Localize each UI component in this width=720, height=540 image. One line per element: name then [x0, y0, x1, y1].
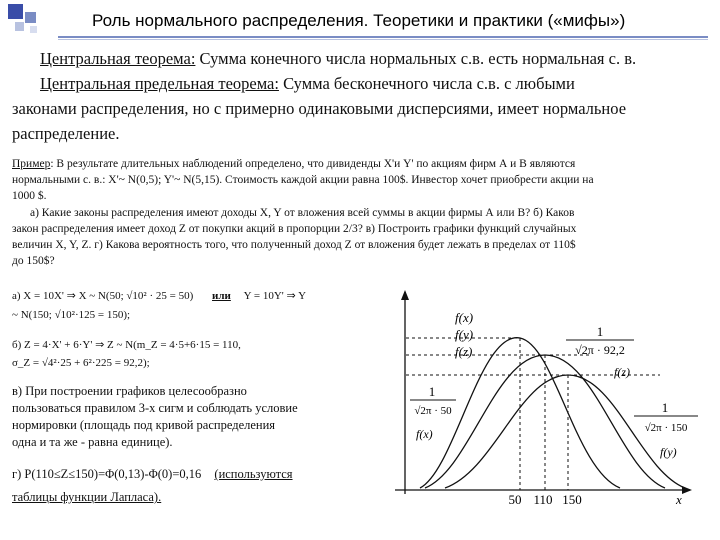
limit-theorem-line2: законами распределения, но с примерно одинаковыми дисперсиями, имеет нормальное — [12, 99, 627, 118]
solution-b-line2: σ_Z = √4²·25 + 6²·225 = 92,2); — [12, 357, 150, 369]
z-peak-one: 1 — [596, 324, 604, 339]
example-line1: Пример: В результате длительных наблюдений определено, что дивиденды X'и Y' по акциям фирм А и В являются — [12, 158, 576, 170]
example-line3: 1000 $. — [12, 190, 47, 202]
example-line2: нормальными с. в.: X'~ N(0,5); Y'~ N(5,15). Стоимость каждой акции равна 100$. Инвестор хочет приобрести акции на — [12, 174, 594, 186]
label-fy-axis: f(y) — [455, 327, 474, 342]
x-axis-label: x — [676, 492, 682, 507]
x-peak-one: 1 — [428, 384, 436, 399]
label-curve-fz: f(z) — [614, 365, 630, 379]
example-line5: закон распределения имеет доход Z от покупки акций в пропорции 2/3? в) Построить графики функций случайных — [12, 223, 577, 235]
example-line6: величин X, Y, Z. г) Какова вероятность того, что полученный доход Z от вложения будет лежать в пределах от 110$ — [12, 239, 576, 251]
label-curve-fx: f(x) — [416, 427, 433, 441]
central-theorem-text: Сумма конечного числа нормальных с.в. есть нормальная с. в. — [195, 49, 637, 68]
tick-110: 110 — [533, 492, 553, 507]
limit-theorem-line3: распределение. — [12, 124, 120, 143]
slide-title: Роль нормального распределения. Теоретики и практики («мифы») — [92, 11, 626, 30]
limit-theorem-text: Сумма бесконечного числа с.в. с любыми — [278, 74, 575, 93]
label-fz-axis: f(z) — [455, 344, 473, 359]
example-line4: а) Какие законы распределения имеют доходы X, Y от вложения всей суммы в акции фирмы А или В? б) Каков — [30, 207, 575, 219]
y-axis-arrow — [401, 290, 409, 300]
x-peak-denominator: √2π · 50 — [414, 405, 452, 417]
solution-a-line1: а) X = 10X' ⇒ X ~ N(50; √10² · 25 = 50) или Y = 10Y' ⇒ Y — [12, 290, 307, 302]
label-fx-axis: f(x) — [455, 310, 474, 325]
solution-c-line4: одна и та же - равна единице). — [12, 435, 173, 449]
solution-d-line1: г) P(110≤Z≤150)=Φ(0,13)-Φ(0)=0,16 (используются — [12, 467, 293, 481]
example-label: Пример — [12, 158, 51, 170]
y-peak-one: 1 — [661, 400, 669, 415]
tick-150: 150 — [562, 492, 582, 507]
solution-c-line1: в) При построении графиков целесообразно — [12, 384, 247, 398]
limit-theorem-label: Центральная предельная теорема: — [40, 74, 279, 93]
central-theorem-label: Центральная теорема: — [40, 49, 196, 68]
solution-c-line2: пользоваться правилом 3-х сигм и соблюдать условие — [12, 401, 298, 415]
solution-b-line1: б) Z = 4·X' + 6·Y' ⇒ Z ~ N(m_Z = 4·5+6·15 = 110, — [12, 339, 241, 351]
tick-50: 50 — [508, 492, 522, 507]
solution-d-line2: таблицы функции Лапласа). — [12, 490, 162, 504]
solution-c-line3: нормировки (площадь под кривой распределения — [12, 418, 276, 432]
z-peak-denominator: √2π · 92,2 — [575, 343, 625, 357]
label-curve-fy: f(y) — [660, 445, 677, 459]
solution-a-line2: ~ N(150; √10²·125 = 150); — [12, 309, 131, 321]
y-peak-denominator: √2π · 150 — [644, 422, 688, 434]
example-line7: до 150$? — [12, 255, 55, 267]
